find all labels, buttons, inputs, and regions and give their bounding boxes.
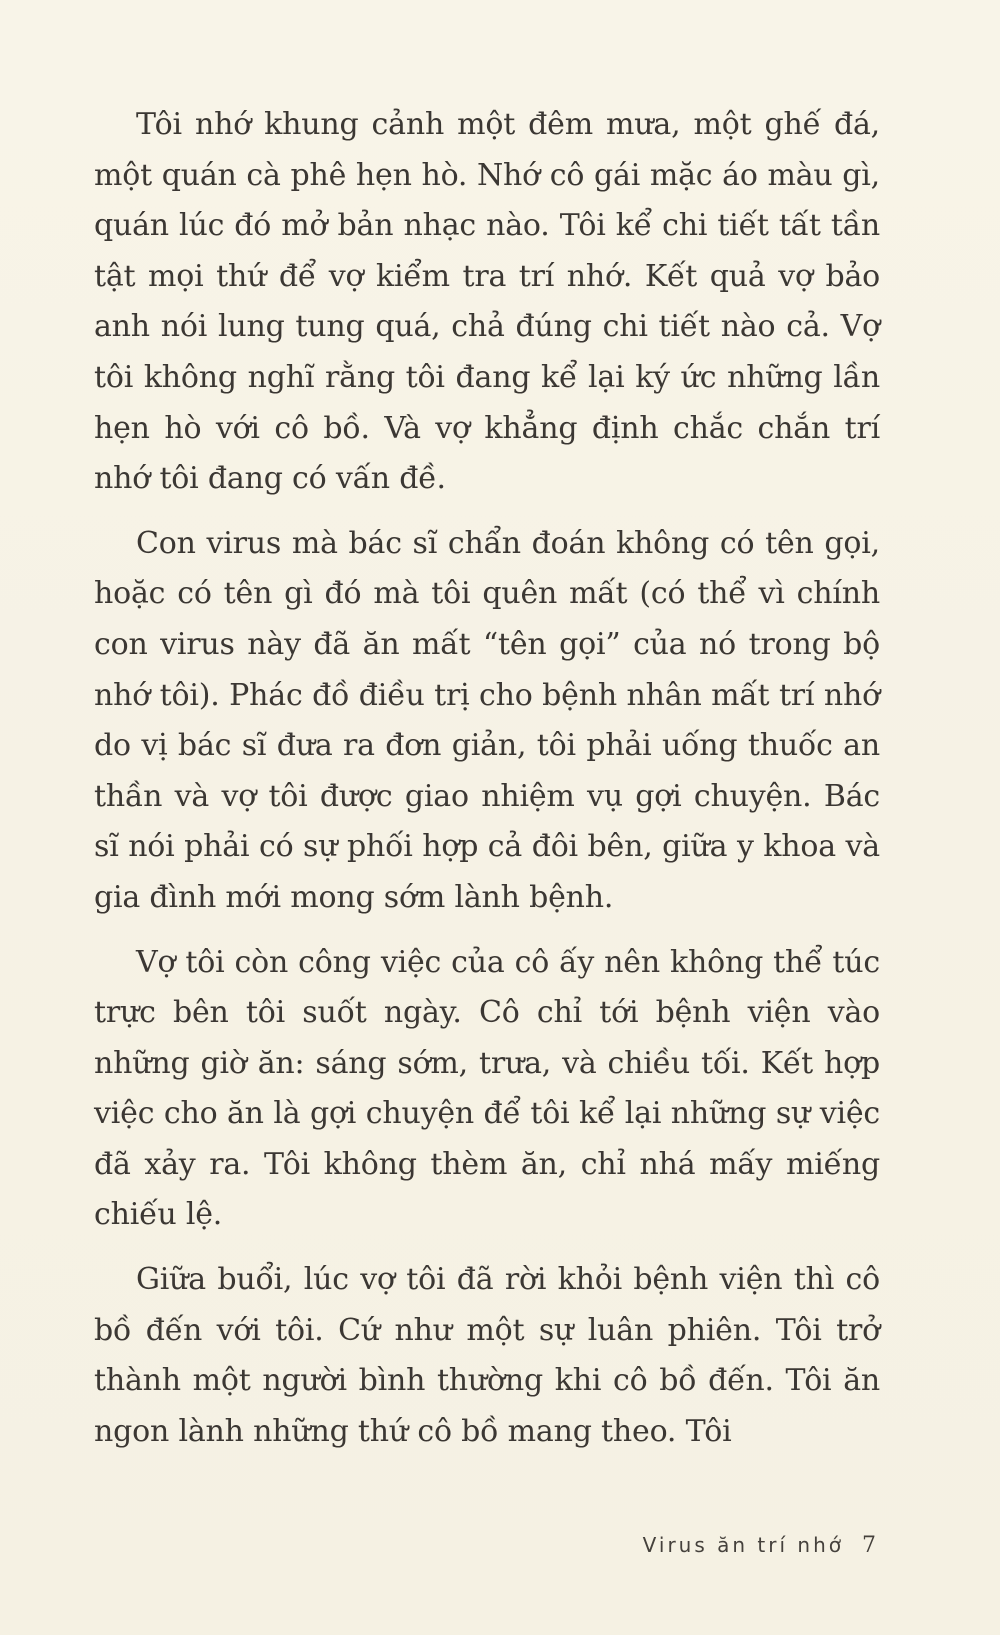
body-text	[94, 100, 880, 1471]
running-title: Virus ăn trí nhớ	[642, 1533, 844, 1557]
paragraph-2: Con virus mà bác sĩ chẩn đoán không có tên gọi, hoặc có tên gì đó mà tôi quên mất (có thể vì chính con virus này đã ăn mất “tên gọi” của nó trong bộ nhớ tôi). Phác đồ điều trị cho bệnh nhân mất trí nhớ do vị bác sĩ đưa ra đơn giản, tôi phải uống thuốc an thần và vợ tôi được giao nhiệm vụ gợi chuyện. Bác sĩ nói phải có sự phối hợp cả đôi bên, giữa y khoa và gia đình mới mong sớm lành bệnh.	[94, 525, 880, 915]
page-number: 7	[862, 1533, 876, 1558]
paragraph-3: Vợ tôi còn công việc của cô ấy nên không thể túc trực bên tôi suốt ngày. Cô chỉ tới bệnh viện vào những giờ ăn: sáng sớm, trưa, và chiều tối. Kết hợp việc cho ăn là gợi chuyện để tôi kể lại những sự việc đã xảy ra. Tôi không thèm ăn, chỉ nhá mấy miếng chiếu lệ.	[94, 944, 880, 1233]
page-footer	[0, 1533, 876, 1558]
paragraph-4: Giữa buổi, lúc vợ tôi đã rời khỏi bệnh viện thì cô bồ đến với tôi. Cứ như một sự luân phiên. Tôi trở thành một người bình thường khi cô bồ đến. Tôi ăn ngon lành những thứ cô bồ mang theo. Tôi	[94, 1262, 880, 1449]
paragraph-1: Tôi nhớ khung cảnh một đêm mưa, một ghế đá, một quán cà phê hẹn hò. Nhớ cô gái mặc áo màu gì, quán lúc đó mở bản nhạc nào. Tôi kể chi tiết tất tần tật mọi thứ để vợ kiểm tra trí nhớ. Kết quả vợ bảo anh nói lung tung quá, chả đúng chi tiết nào cả. Vợ tôi không nghĩ rằng tôi đang kể lại ký ức những lần hẹn hò với cô bồ. Và vợ khẳng định chắc chắn trí nhớ tôi đang có vấn đề.	[94, 107, 880, 497]
